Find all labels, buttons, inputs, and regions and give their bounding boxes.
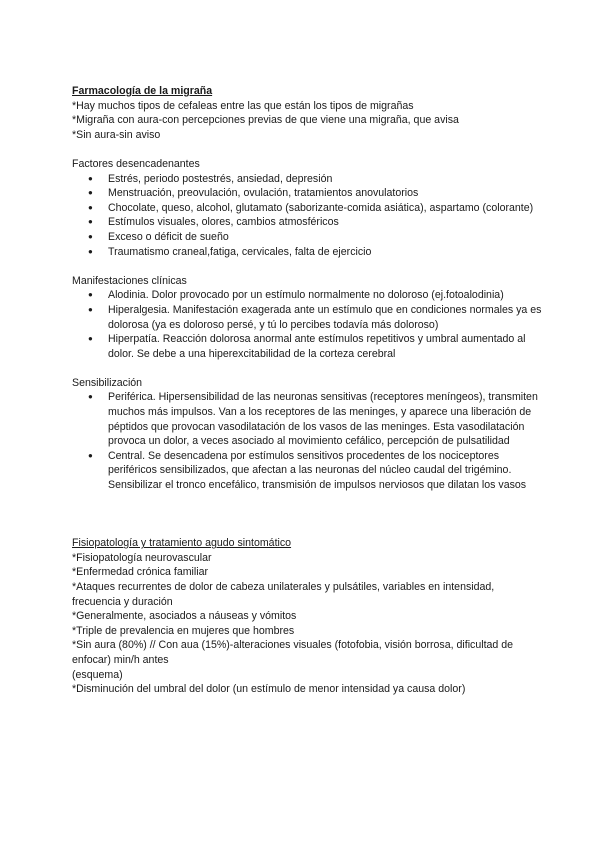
bullet-list [72, 390, 542, 492]
text-line: *Hay muchos tipos de cefaleas entre las que están los tipos de migrañas [72, 99, 414, 112]
spacer [72, 142, 542, 157]
spacer [72, 259, 542, 274]
text-line: *Generalmente, asociados a náuseas y vómitos [72, 610, 297, 623]
text-line: *Fisiopatología neurovascular [72, 551, 212, 564]
spacer [72, 493, 542, 522]
section-heading: Manifestaciones clínicas [72, 274, 187, 287]
text-line: *Ataques recurrentes de dolor de cabeza unilaterales y pulsátiles, variables en intensidad, frecuencia y duración [72, 581, 495, 608]
section-title: Fisiopatología y tratamiento agudo sintomático [72, 537, 292, 550]
list-item: ● Hiperpatía. Reacción dolorosa anormal ante estímulos repetitivos y umbral aumentado al dolor. Se debe a una hiperexcitabilidad de la corteza cerebral [86, 332, 544, 361]
section-title: Farmacología de la migraña [72, 85, 213, 97]
text-line: *Migraña con aura-con percepciones previas de que viene una migraña, que avisa [72, 114, 459, 127]
spacer [72, 522, 542, 537]
text-line: *Triple de prevalencia en mujeres que hombres [72, 624, 295, 637]
list-item: ● Estrés, periodo postestrés, ansiedad, depresión [86, 172, 544, 187]
spacer [72, 361, 542, 376]
text-line: (esquema) [72, 668, 123, 681]
text-line: *Enfermedad crónica familiar [72, 566, 209, 579]
list-item: ● Traumatismo craneal,fatiga, cervicales, falta de ejercicio [86, 245, 544, 260]
text-line: *Sin aura-sin aviso [72, 128, 161, 141]
text-line: *Sin aura (80%) // Con aua (15%)-alteraciones visuales (fotofobia, visión borrosa, dificultad de enfocar) min/h antes [72, 639, 514, 666]
bullet-list [72, 288, 542, 361]
list-item: ● Alodinia. Dolor provocado por un estímulo normalmente no doloroso (ej.fotoalodinia) [86, 288, 544, 303]
section-heading: Factores desencadenantes [72, 157, 200, 170]
list-item: ● Chocolate, queso, alcohol, glutamato (saborizante-comida asiática), aspartamo (colorante) [86, 201, 544, 216]
document-page [72, 84, 542, 697]
list-item: ● Estímulos visuales, olores, cambios atmosféricos [86, 215, 544, 230]
list-item: ● Central. Se desencadena por estímulos sensitivos procedentes de los nociceptores periféricos sensibilizados, que afectan a las neuronas del núcleo caudal del trigémino. Sensibilizar el tronco encefálico, transmisión de impulsos nerviosos que dilatan los vasos [86, 449, 544, 493]
text-line: *Disminución del umbral del dolor (un estímulo de menor intensidad ya causa dolor) [72, 683, 466, 696]
list-item: ● Menstruación, preovulación, ovulación, tratamientos anovulatorios [86, 186, 544, 201]
section-heading: Sensibilización [72, 376, 143, 389]
bullet-list [72, 172, 542, 260]
list-item: ● Hiperalgesia. Manifestación exagerada ante un estímulo que en condiciones normales ya es dolorosa (ya es doloroso persé, y tú lo percibes todavía más doloroso) [86, 303, 544, 332]
list-item: ● Exceso o déficit de sueño [86, 230, 544, 245]
list-item: ● Periférica. Hipersensibilidad de las neuronas sensitivas (receptores meníngeos), transmiten muchos más impulsos. Van a los receptores de las meninges, y aparece una liberación de péptidos que provocan vasodilatación de los vasos de las meninges. Esta vasodilatación provoca un dolor, a veces asociado al movimiento cefálico, percepción de pulsatilidad [86, 390, 544, 448]
